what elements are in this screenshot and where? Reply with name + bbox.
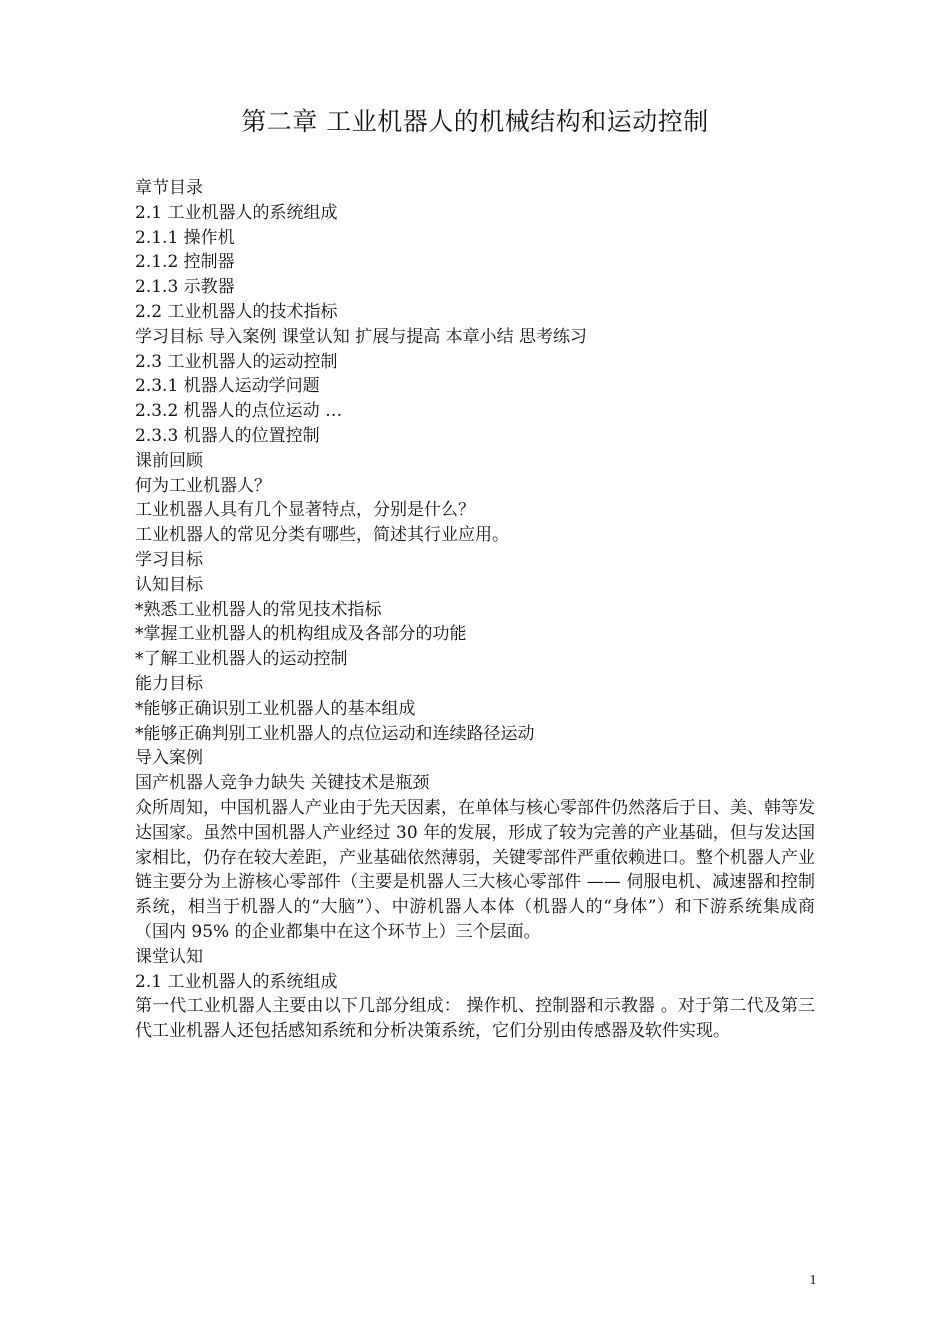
toc-item: 2.3.3 机器人的位置控制 (135, 425, 320, 446)
toc-item: 2.3 工业机器人的运动控制 (135, 351, 338, 372)
toc-item: 2.3.1 机器人运动学问题 (135, 376, 320, 397)
document-body (135, 176, 815, 1044)
toc-heading: 章节目录 (135, 178, 203, 198)
review-question: 工业机器人的常见分类有哪些，简述其行业应用。 (135, 525, 509, 546)
review-heading: 课前回顾 (135, 450, 203, 471)
toc-item: 2.1.1 操作机 (135, 227, 235, 248)
toc-item: 2.1.3 示教器 (135, 277, 235, 298)
objective-item: *掌握工业机器人的机构组成及各部分的功能 (135, 624, 467, 645)
objectives-heading: 学习目标 (135, 549, 203, 570)
toc-item: 2.2 工业机器人的技术指标 (135, 301, 338, 322)
toc-item: 2.1.2 控制器 (135, 252, 235, 273)
classroom-paragraph: 第一代工业机器人主要由以下几部分组成： 操作机、控制器和示教器 。对于第二代及第三代工业机器人还包括感知系统和分析决策系统，它们分别由传感器及软件实现。 (135, 996, 815, 1042)
cognitive-objectives-heading: 认知目标 (135, 574, 203, 595)
case-paragraph: 众所周知，中国机器人产业由于先天因素，在单体与核心零部件仍然落后于日、美、韩等发达国家。虽然中国机器人产业经过 30 年的发展，形成了较为完善的产业基础，但与发达国家相比，仍存在较大差距，产业基础依然薄弱，关键零部件严重依赖进口。整个机器人产业链主要分为上游核心零部件（主要是机器人三大核心零部件 —— 伺服电机、减速器和控制系统，相当于机器人的“大脑”）、中游机器人本体（机器人的“身体”）和下游系统集成商（国内 95% 的企业都集中在这个环节上）三个层面。 (135, 797, 815, 942)
objective-item: *熟悉工业机器人的常见技术指标 (135, 599, 382, 620)
classroom-heading: 课堂认知 (135, 946, 203, 967)
chapter-title: 第二章 工业机器人的机械结构和运动控制 (241, 107, 709, 136)
toc-item: 2.3.2 机器人的点位运动 … (135, 401, 343, 422)
toc-item: 2.1 工业机器人的系统组成 (135, 202, 338, 223)
review-question: 何为工业机器人？ (135, 475, 271, 496)
objective-item: *能够正确识别工业机器人的基本组成 (135, 698, 416, 719)
page-number: 1 (809, 1273, 817, 1288)
case-heading: 导入案例 (135, 748, 203, 769)
toc-nav-line: 学习目标 导入案例 课堂认知 扩展与提高 本章小结 思考练习 (135, 326, 588, 347)
section-heading: 2.1 工业机器人的系统组成 (135, 971, 338, 992)
objective-item: *了解工业机器人的运动控制 (135, 649, 348, 670)
objective-item: *能够正确判别工业机器人的点位运动和连续路径运动 (135, 723, 535, 744)
review-question: 工业机器人具有几个显著特点，分别是什么？ (135, 500, 475, 521)
ability-objectives-heading: 能力目标 (135, 673, 203, 694)
case-subtitle: 国产机器人竞争力缺失 关键技术是瓶颈 (135, 773, 430, 794)
